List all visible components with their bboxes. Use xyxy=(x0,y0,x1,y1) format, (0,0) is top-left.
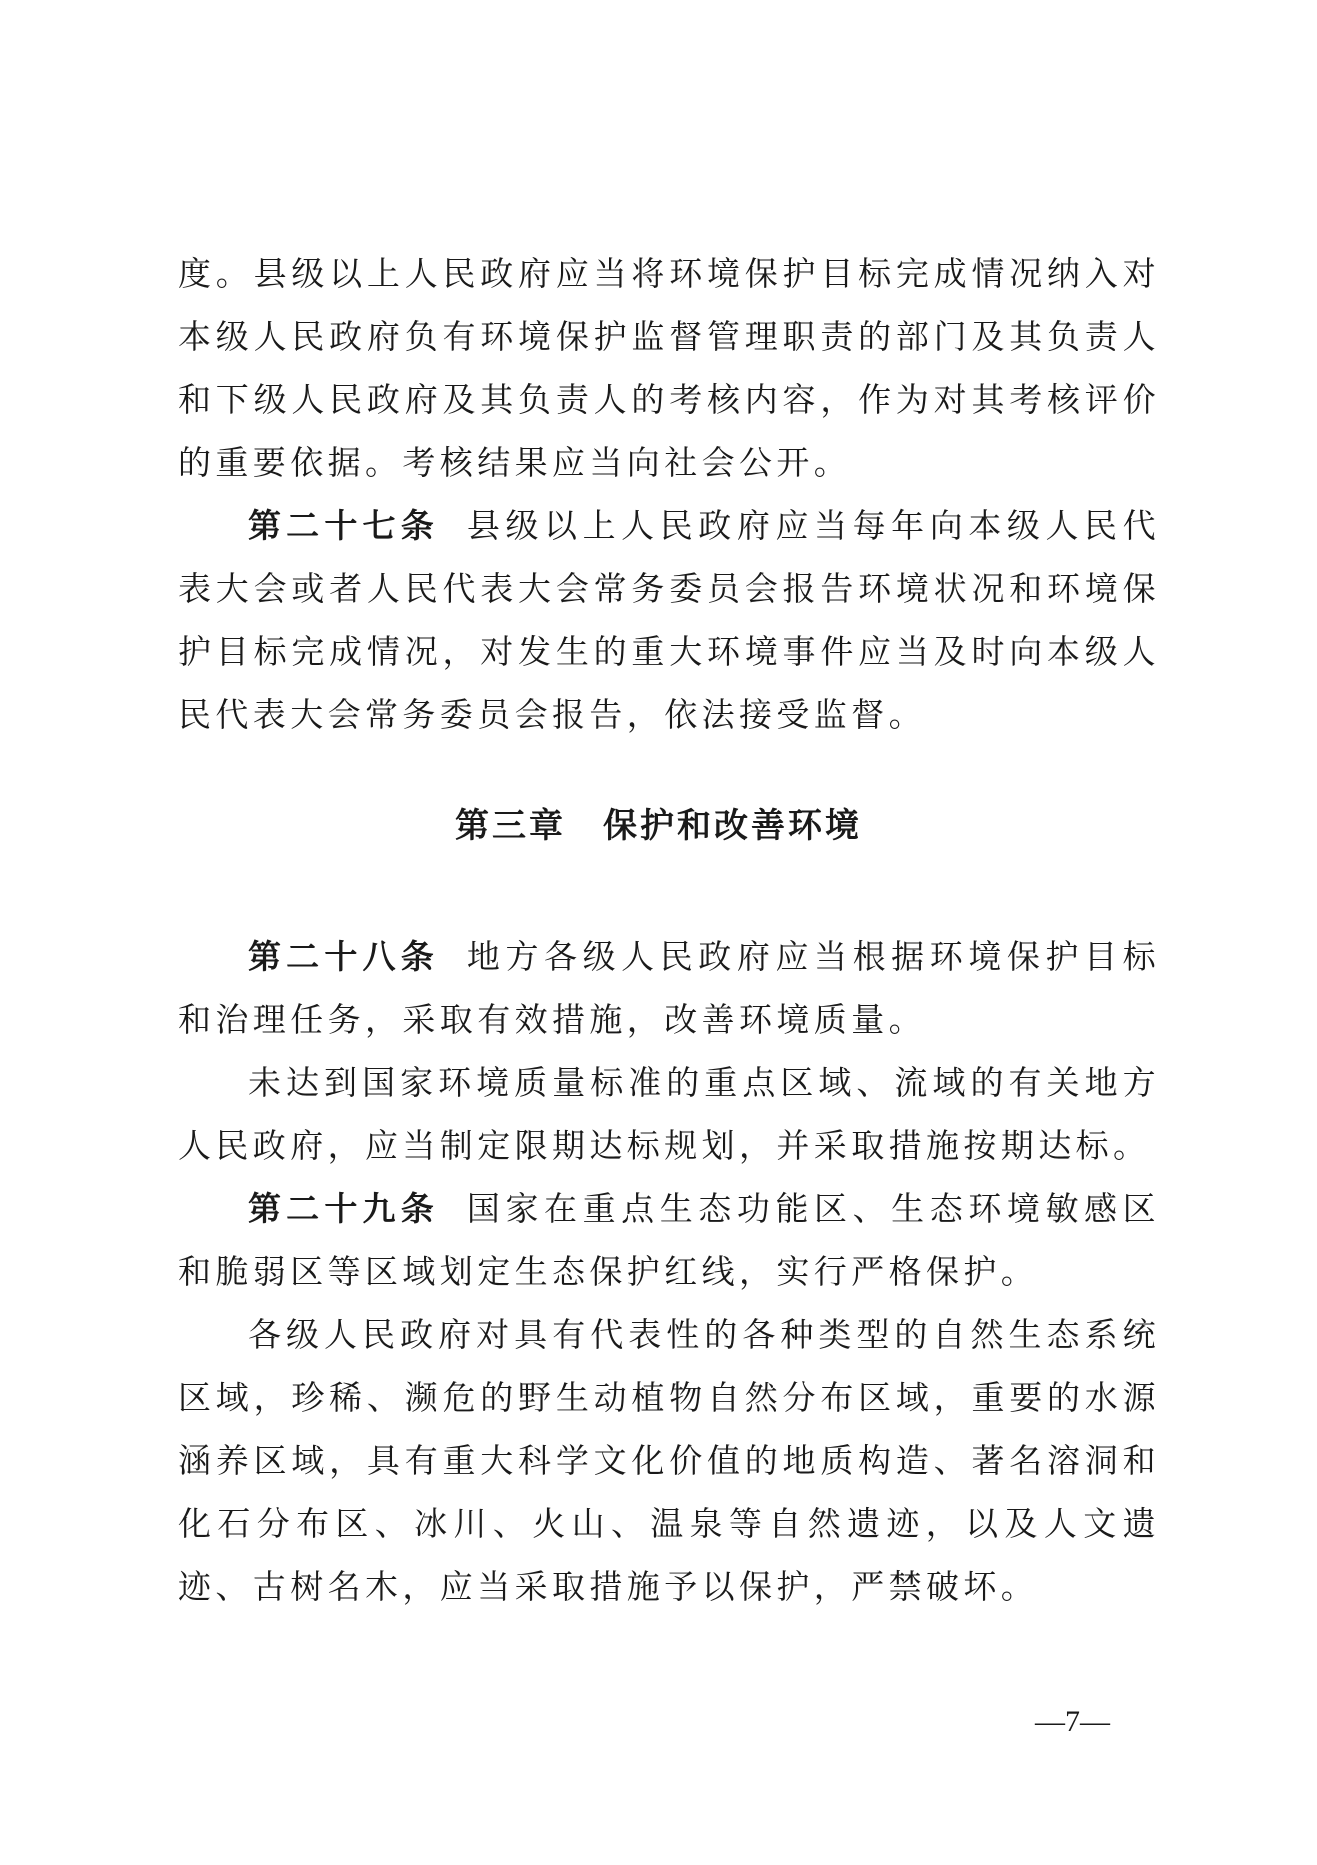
chapter-title: 第三章 保护和改善环境 xyxy=(455,806,862,846)
article-28-heading: 第二十八条 xyxy=(248,937,439,976)
article-27 xyxy=(178,494,1160,746)
text-block-upper xyxy=(178,242,1160,746)
page-number: —7— xyxy=(1035,1705,1110,1738)
article-28-paragraph-2: 未达到国家环境质量标准的重点区域、流域的有关地方人民政府，应当制定限期达标规划，并采取措施按期达标。 xyxy=(178,1063,1160,1165)
article-27-body: 县级以上人民政府应当每年向本级人民代表大会或者人民代表大会常务委员会报告环境状况和环境保护目标完成情况，对发生的重大环境事件应当及时向本级人民代表大会常务委员会报告，依法接受监督。 xyxy=(178,506,1161,734)
article-29-body: 国家在重点生态功能区、生态环境敏感区和脆弱区等区域划定生态保护红线，实行严格保护。 xyxy=(178,1189,1161,1291)
text-block-lower xyxy=(178,925,1160,1618)
article-28 xyxy=(178,925,1160,1051)
article-28-body: 地方各级人民政府应当根据环境保护目标和治理任务，采取有效措施，改善环境质量。 xyxy=(178,937,1161,1039)
article-29-heading: 第二十九条 xyxy=(248,1189,439,1228)
article-29 xyxy=(178,1177,1160,1303)
paragraph-continuation: 度。县级以上人民政府应当将环境保护目标完成情况纳入对本级人民政府负有环境保护监督管理职责的部门及其负责人和下级人民政府及其负责人的考核内容，作为对其考核评价的重要依据。考核结果应当向社会公开。 xyxy=(178,254,1160,482)
article-27-heading: 第二十七条 xyxy=(248,506,439,545)
article-29-paragraph-2: 各级人民政府对具有代表性的各种类型的自然生态系统区域，珍稀、濒危的野生动植物自然分布区域，重要的水源涵养区域，具有重大科学文化价值的地质构造、著名溶洞和化石分布区、冰川、火山、温泉等自然遗迹，以及人文遗迹、古树名木，应当采取措施予以保护，严禁破坏。 xyxy=(178,1315,1160,1606)
